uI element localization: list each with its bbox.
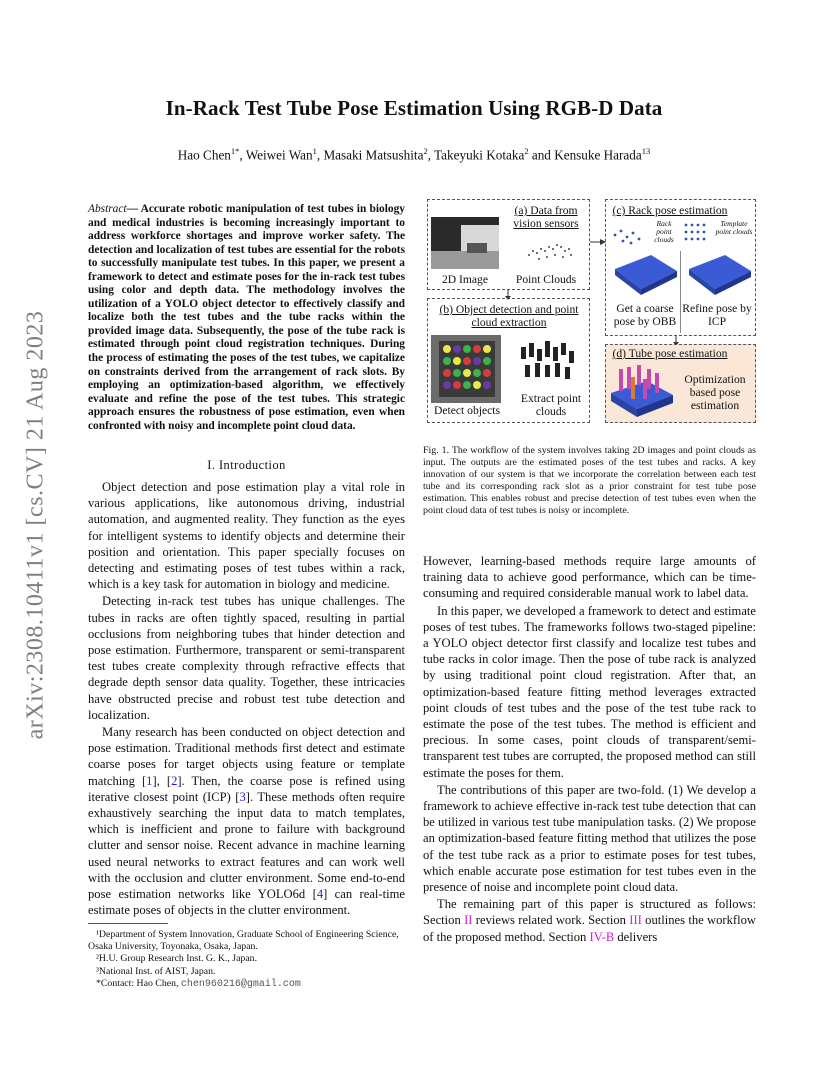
paragraph: Detecting in-rack test tubes has unique challenges. The tubes in racks are often tightly spaced, resulting in partial occlusions from neighboring tubes that hinder detection and pose estimation. Furthermore, transparent or semi-transparent test tubes create complexity through refractive effects that degrade depth sensor data quality. Together, these intricacies have obstructed precise and robust test tube detection and localization. <box>88 594 405 722</box>
author-affiliation-mark: 2 <box>524 146 529 156</box>
section-link[interactable]: II <box>464 913 473 928</box>
image-label: Detect objects <box>434 404 500 417</box>
image-label: Extract point clouds <box>520 392 582 418</box>
paragraph-text: ]. These methods often require exhaustively searching the input data to match templates, which is inefficient and prone to failure with background clutter and sensor noise. Recent advance in machine learning used neural networks to extract features and can work well with the occlusion and clutter environment. Some end-to-end pose estimation networks like YOLO6d [ <box>88 789 405 902</box>
arrow-right-icon <box>590 237 606 247</box>
tube-pose-render <box>609 363 675 419</box>
step-label: Refine pose by ICP <box>682 302 752 328</box>
citation-link[interactable]: 4 <box>316 887 324 902</box>
rack-point-cloud-tag: Rack point clouds <box>654 219 674 244</box>
figure-1 <box>423 197 757 429</box>
citation-link[interactable]: 1 <box>146 773 153 788</box>
paragraph <box>423 896 756 945</box>
figure-caption: Fig. 1. The workflow of the system involves taking 2D images and point clouds as input. The outputs are the estimated poses of the test tubes and racks. A key innovation of our system is that we incorporate the correlation between each test tube and its corresponding rack slot as a prior constraint for test tube pose estimation. This enables robust and precise detection of test tubes even when the point cloud data of test tubes is noisy or incomplete. <box>423 445 756 517</box>
footnote-text: *Contact: Hao Chen, <box>96 977 181 989</box>
paragraph-text: Many research has been conducted on object detection and pose estimation. Traditional methods first detect and estimate coarse poses for target objects using feature or template matching [ <box>88 725 405 788</box>
abstract-lead: Abstract <box>88 203 127 215</box>
footnotes <box>88 929 405 991</box>
footnote: ¹Department of System Innovation, Graduate School of Engineering Science, Osaka University, Toyonaka, Osaka, Japan. <box>88 929 399 953</box>
paragraph-text: ] can real-time estimate poses of objects in the clutter environment. <box>88 887 405 918</box>
paragraph-text: reviews related work. Section <box>472 913 630 928</box>
paragraph <box>88 724 405 918</box>
divider <box>680 251 681 333</box>
panel-a-title: (a) Data from vision sensors <box>513 204 579 230</box>
template-point-cloud-thumbnail <box>681 219 715 245</box>
arxiv-stamp: arXiv:2308.10411v1 [cs.CV] 21 Aug 2023 <box>22 310 49 740</box>
camera-image-thumbnail <box>431 217 499 269</box>
abstract <box>88 203 405 433</box>
paragraph-text: ], [ <box>152 773 172 788</box>
author-list: Hao Chen$^{1*}$, Weiwei Wan$^1$, Masaki Matsushita$^2$, Takeyuki Kotaka$^2$ and Kensuke Harada$^{13}$ <box>177 146 651 163</box>
rack-point-cloud-thumbnail <box>609 221 649 247</box>
paper-title: In-Rack Test Tube Pose Estimation Using RGB-D Data <box>165 96 663 120</box>
panel-b-title: (b) Object detection and point cloud extraction <box>439 303 579 329</box>
image-label: 2D Image <box>441 273 489 286</box>
author-name: Masaki Matsushita <box>323 147 424 163</box>
rack-coarse-pose-render <box>611 249 679 297</box>
rack-refined-pose-render <box>685 249 753 297</box>
paragraph: Object detection and pose estimation play a vital role in various applications, like autonomous driving, industrial automation, and augmented reality. They function as the eyes for intelligent systems to identify objects and determine their position and orientation. This paper specially focuses on detecting and estimating poses of test tubes within a rack, which is a key task for automation in biology and medicine. <box>88 480 405 592</box>
section-link[interactable]: IV-B <box>589 929 615 944</box>
extracted-point-cloud-thumbnail <box>515 337 585 387</box>
point-cloud-thumbnail <box>519 231 585 267</box>
detection-thumbnail <box>431 335 501 403</box>
section-link[interactable]: III <box>629 913 642 928</box>
citation-link[interactable]: 3 <box>239 789 246 804</box>
author-affiliation-mark: 13 <box>641 146 651 156</box>
footnote: ²H.U. Group Research Inst. G. K., Japan. <box>96 953 258 965</box>
paragraph: However, learning-based methods require large amounts of training data to achieve good performance, which can be time-consuming and required considerable manual work to label data. <box>423 554 756 601</box>
paragraph: In this paper, we developed a framework to detect and estimate poses of test tubes. The frameworks follows two-staged pipeline: a YOLO object detector first classify and localize test tubes and tube racks in color image. Then the pose of tube rack is analyzed by using traditional point cloud registration. After that, an optimization-based feature fitting method leverages extracted point clouds of test tubes and the pose of the test tube rack to estimate the pose of the test tubes. The method is efficient and precious. In some cases, point clouds of transparent/semi-transparent test tubes are corrupted, the proposed method can still estimate the poses for them. <box>423 603 756 780</box>
step-label: Optimization based pose estimation <box>684 373 746 412</box>
paragraph-text: ]. Then, the coarse pose is refined using iterative closest point (ICP) [ <box>88 773 405 804</box>
image-label: Point Clouds <box>515 273 577 286</box>
contact-email[interactable]: chen960216@gmail.com <box>180 978 301 990</box>
citation-link[interactable]: 2 <box>171 773 178 788</box>
paragraph-text: The remaining part of this paper is structured as follows: Section <box>423 897 756 928</box>
abstract-text: — Accurate robotic manipulation of test tubes in biology and medical industries is becoming increasingly important to address workforce shortages and improve worker safety. The detection and localization of test tubes are essential for the robots to successfully manipulate test tubes. In this paper, we present a framework to detect and estimate poses for the in-rack test tubes using color and depth data. The methodology involves the utilization of a YOLO object detector to effectively classify and localize both the test tubes and the tube racks within the provided image data. Subsequently, the pose of the tube rack is estimated through point cloud registration techniques. During the process of estimating the poses of the test tubes, we capitalize on constraints derived from the arrangement of rack slots. By employing an optimization-based algorithm, we effectively evaluate and refine the pose of the test tubes. This strategic approach ensures the robustness of pose estimation, even when confronted with noisy and incomplete point cloud data. <box>88 203 405 432</box>
footnote-rule <box>88 923 168 924</box>
intro-left-column <box>88 479 405 919</box>
author-affiliation-mark: 1* <box>230 146 240 156</box>
author-affiliation-mark: 2 <box>423 146 428 156</box>
author-affiliation-mark: 1 <box>312 146 317 156</box>
paragraph-text: outlines the workflow of the proposed method. Section <box>423 913 756 944</box>
author-name: Hao Chen <box>177 147 231 163</box>
section-heading: I. Introduction <box>207 458 286 472</box>
paragraph: The contributions of this paper are two-fold. (1) We develop a framework to achieve effective in-rack test tube detection that can be utilized in various test tube manipulation tasks. (2) We propose an optimization-based feature fitting method that utilizes the pose of the test tube rack as a prior to estimate poses for test tubes, which enable accurate pose estimation for test tubes even in the presence of noise and incomplete point cloud data. <box>423 782 756 895</box>
footnote: ³National Inst. of AIST, Japan. <box>96 965 216 977</box>
panel-c-title: (c) Rack pose estimation <box>612 204 728 217</box>
step-label: Get a coarse pose by OBB <box>613 302 677 328</box>
author-name: Weiwei Wan <box>245 147 313 163</box>
author-name: Kensuke Harada <box>554 147 642 163</box>
footnote <box>88 978 405 991</box>
panel-d-title: (d) Tube pose estimation <box>612 347 728 360</box>
template-point-cloud-tag: Template point clouds <box>715 219 753 236</box>
author-name: Takeyuki Kotaka <box>434 147 525 163</box>
paragraph-text: delivers <box>614 929 658 944</box>
intro-right-column <box>423 553 756 946</box>
